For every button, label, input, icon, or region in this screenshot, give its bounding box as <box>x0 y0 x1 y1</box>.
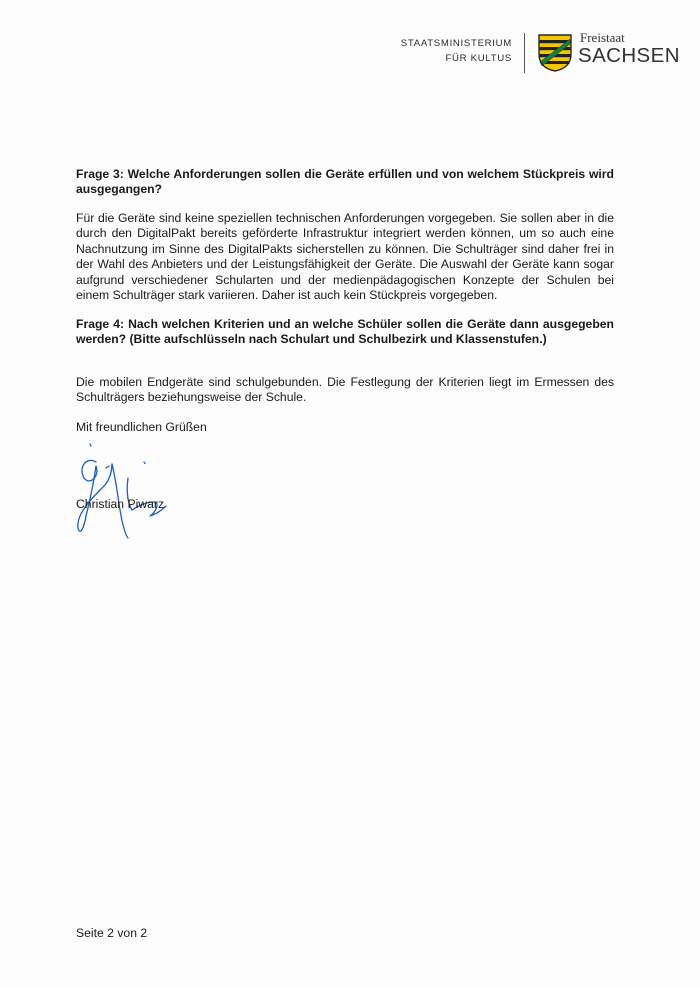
state-name-line1: Freistaat <box>580 30 625 45</box>
handwritten-signature-icon <box>66 440 176 544</box>
letterhead-divider <box>524 33 525 73</box>
question-4: Frage 4: Nach welchen Kriterien und an welche Schüler sollen die Geräte dann ausgegeben werden? (Bitte aufschlüsseln nach Schulart und Schulbezirk und Klassenstufen.) <box>76 317 614 347</box>
page-number: Seite 2 von 2 <box>76 926 148 940</box>
state-name <box>578 31 680 67</box>
question-3: Frage 3: Welche Anforderungen sollen die Geräte erfüllen und von welchem Stückpreis wird ausgegangen? <box>76 167 614 197</box>
ministry-name-line1: STAATSMINISTERIUM <box>400 38 512 49</box>
state-name-line2: SACHSEN <box>578 44 680 67</box>
ministry-name <box>380 36 512 66</box>
ministry-name-line2: FÜR KULTUS <box>445 53 512 64</box>
answer-4: Die mobilen Endgeräte sind schulgebunden. Die Festlegung der Kriterien liegt im Ermessen des Schulträgers beziehungsweise der Schule. <box>76 375 614 405</box>
closing-greeting: Mit freundlichen Grüßen <box>76 420 207 434</box>
answer-3: Für die Geräte sind keine speziellen technischen Anforderungen vorgegeben. Sie sollen aber in die durch den DigitalPakt bereits geförderte Infrastruktur integriert werden können, um so auch eine Nachnutzung im Sinne des DigitalPakts sicherstellen zu können. Die Schulträger sind daher frei in der Wahl des Anbieters und der Leistungsfähigkeit der Geräte. Die Auswahl der Geräte kann sogar aufgrund verschiedener Schularten und der medienpädagogischen Konzepte der Schulen bei einem Schulträger stark variieren. Daher ist auch kein Stückpreis vorgegeben. <box>76 211 614 303</box>
saxony-coat-of-arms-icon <box>538 34 572 72</box>
signer-name: Christian Piwarz <box>76 497 165 511</box>
